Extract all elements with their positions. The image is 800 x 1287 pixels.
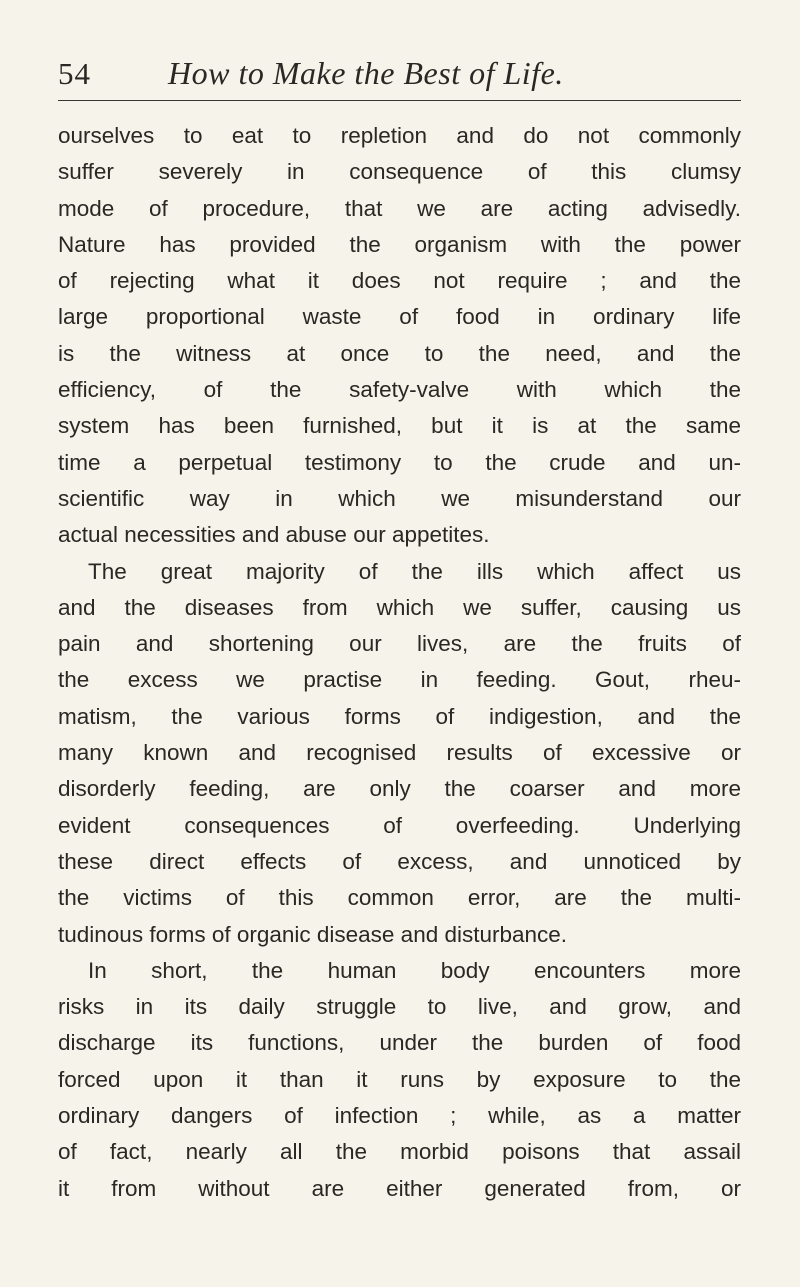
text-line: The great majority of the ills which affect us	[88, 558, 741, 584]
page-header	[58, 52, 741, 101]
text-line: of fact, nearly all the morbid poisons that assail	[58, 1139, 741, 1165]
text-line: large proportional waste of food in ordinary life	[58, 304, 741, 330]
text-line: suffer severely in consequence of this clumsy	[58, 159, 741, 185]
text-line: actual necessities and abuse our appetites.	[58, 522, 490, 548]
text-line: pain and shortening our lives, are the fruits of	[58, 631, 741, 657]
text-line: these direct effects of excess, and unnoticed by	[58, 848, 741, 874]
text-line: time a perpetual testimony to the crude and un-	[58, 449, 741, 475]
text-line: Nature has provided the organism with the power	[58, 231, 741, 257]
text-line: it from without are either generated from, or	[58, 1175, 741, 1201]
text-line: many known and recognised results of excessive or	[58, 740, 741, 766]
body-text	[58, 118, 741, 1207]
text-line: tudinous forms of organic disease and disturbance.	[58, 921, 568, 947]
text-line: matism, the various forms of indigestion, and the	[58, 703, 741, 729]
text-line: of rejecting what it does not require ; and the	[58, 268, 741, 294]
text-line: risks in its daily struggle to live, and grow, and	[58, 994, 741, 1020]
text-line: In short, the human body encounters more	[88, 957, 741, 983]
text-line: system has been furnished, but it is at the same	[58, 413, 741, 439]
page-number: 54	[58, 56, 91, 91]
text-line: discharge its functions, under the burden of food	[58, 1030, 741, 1056]
text-line: forced upon it than it runs by exposure to the	[58, 1066, 741, 1092]
text-line: evident consequences of overfeeding. Underlying	[58, 812, 741, 838]
text-line: and the diseases from which we suffer, causing us	[58, 594, 741, 620]
text-line: ourselves to eat to repletion and do not commonly	[58, 123, 741, 148]
text-line: the excess we practise in feeding. Gout, rheu-	[58, 667, 741, 693]
running-title: How to Make the Best of Life.	[168, 55, 564, 91]
text-line: is the witness at once to the need, and the	[58, 340, 741, 366]
text-line: efficiency, of the safety-valve with which the	[58, 377, 741, 403]
text-line: mode of procedure, that we are acting advisedly.	[58, 195, 741, 221]
text-line: the victims of this common error, are the multi-	[58, 885, 741, 911]
text-line: disorderly feeding, are only the coarser and more	[58, 776, 741, 802]
text-line: scientific way in which we misunderstand our	[58, 485, 741, 511]
text-line: ordinary dangers of infection ; while, as a matter	[58, 1103, 741, 1129]
